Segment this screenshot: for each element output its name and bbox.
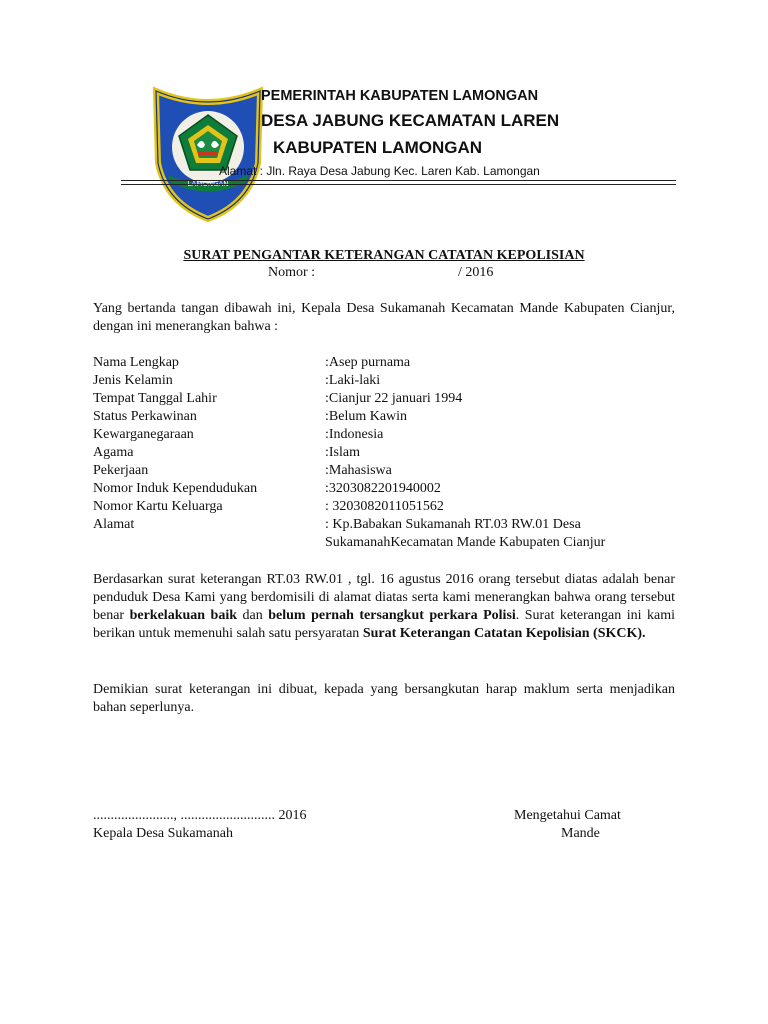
- signature-date-line: ......................., ........................... 2016: [93, 808, 307, 823]
- field-row: [93, 480, 675, 498]
- field-label: Nama Lengkap: [93, 355, 179, 370]
- field-value: : 3203082011051562: [325, 499, 444, 514]
- field-label: Nomor Induk Kependudukan: [93, 481, 258, 496]
- statement-text: dan: [237, 608, 269, 623]
- document-title: SURAT PENGANTAR KETERANGAN CATATAN KEPOLISIAN: [183, 248, 585, 263]
- field-value: :Asep purnama: [325, 355, 411, 370]
- field-value: :Mahasiswa: [325, 463, 392, 478]
- regency-seal-logo: [138, 85, 278, 223]
- statement-paragraph: [93, 571, 675, 643]
- field-row: [93, 462, 675, 480]
- village-district-name: DESA JABUNG KECAMATAN LAREN: [261, 111, 560, 130]
- field-row: [93, 372, 675, 390]
- field-value: :Islam: [325, 445, 360, 460]
- statement-text: . Surat keterangan ini kami berikan untuk memenuhi salah satu persyaratan: [93, 608, 675, 641]
- field-row: [93, 390, 675, 408]
- field-value: :Indonesia: [325, 427, 384, 442]
- statement-bold-no-police-record: belum pernah tersangkut perkara Polisi: [268, 608, 516, 623]
- statement-bold-skck: Surat Keterangan Catatan Kepolisian (SKCK).: [362, 626, 646, 641]
- field-value: :Laki-laki: [325, 373, 381, 388]
- field-label: Nomor Kartu Keluarga: [93, 499, 223, 514]
- field-value: : Kp.Babakan Sukamanah RT.03 RW.01 Desa: [325, 517, 581, 532]
- address-continuation: SukamanahKecamatan Mande Kabupaten Cianjur: [325, 535, 606, 550]
- field-label: Status Perkawinan: [93, 409, 197, 424]
- header-divider-bottom: [121, 184, 676, 185]
- field-value: :3203082201940002: [325, 481, 441, 496]
- field-row: [93, 516, 675, 534]
- field-label: Jenis Kelamin: [93, 373, 173, 388]
- field-label: Alamat: [93, 517, 135, 532]
- signature-camat-place: Mande: [561, 826, 600, 841]
- closing-paragraph: Demikian surat keterangan ini dibuat, kepada yang bersangkutan harap maklum serta menjadikan bahan seperlunya.: [93, 682, 675, 715]
- statement-text: Berdasarkan surat keterangan RT.03 RW.01 , tgl. 16 agustus 2016 orang tersebut diatas adalah benar penduduk Desa Kami yang berdomisili di alamat diatas serta kami menerangkan bahwa orang tersebut benar: [93, 572, 675, 623]
- letter-number-label: Nomor :: [268, 265, 316, 280]
- signature-camat-title: Mengetahui Camat: [514, 808, 621, 823]
- field-row: [93, 408, 675, 426]
- regency-name: KABUPATEN LAMONGAN: [273, 138, 483, 157]
- field-label: Agama: [93, 445, 134, 460]
- government-name: PEMERINTAH KABUPATEN LAMONGAN: [261, 88, 539, 104]
- seal-text: LAMONGAN: [187, 180, 229, 188]
- field-row: [93, 498, 675, 516]
- field-row: [93, 444, 675, 462]
- header-divider-top: [121, 180, 676, 181]
- field-row: [93, 354, 675, 372]
- field-value: :Cianjur 22 januari 1994: [325, 391, 463, 406]
- field-label: Pekerjaan: [93, 463, 149, 478]
- statement-bold-good-conduct: berkelakuan baik: [129, 608, 238, 623]
- identity-fields: [93, 354, 675, 552]
- field-label: Kewarganegaraan: [93, 427, 194, 442]
- field-row: [93, 534, 675, 552]
- field-value: :Belum Kawin: [325, 409, 408, 424]
- office-address: Alamat : Jln. Raya Desa Jabung Kec. Laren Kab. Lamongan: [219, 164, 540, 178]
- field-row: [93, 426, 675, 444]
- letter-number-year: / 2016: [458, 265, 494, 280]
- signature-village-head: Kepala Desa Sukamanah: [93, 826, 233, 841]
- intro-paragraph: Yang bertanda tangan dibawah ini, Kepala Desa Sukamanah Kecamatan Mande Kabupaten Cianjur, dengan ini menerangkan bahwa :: [93, 301, 675, 334]
- field-label: Tempat Tanggal Lahir: [93, 391, 217, 406]
- letterhead: [0, 0, 768, 230]
